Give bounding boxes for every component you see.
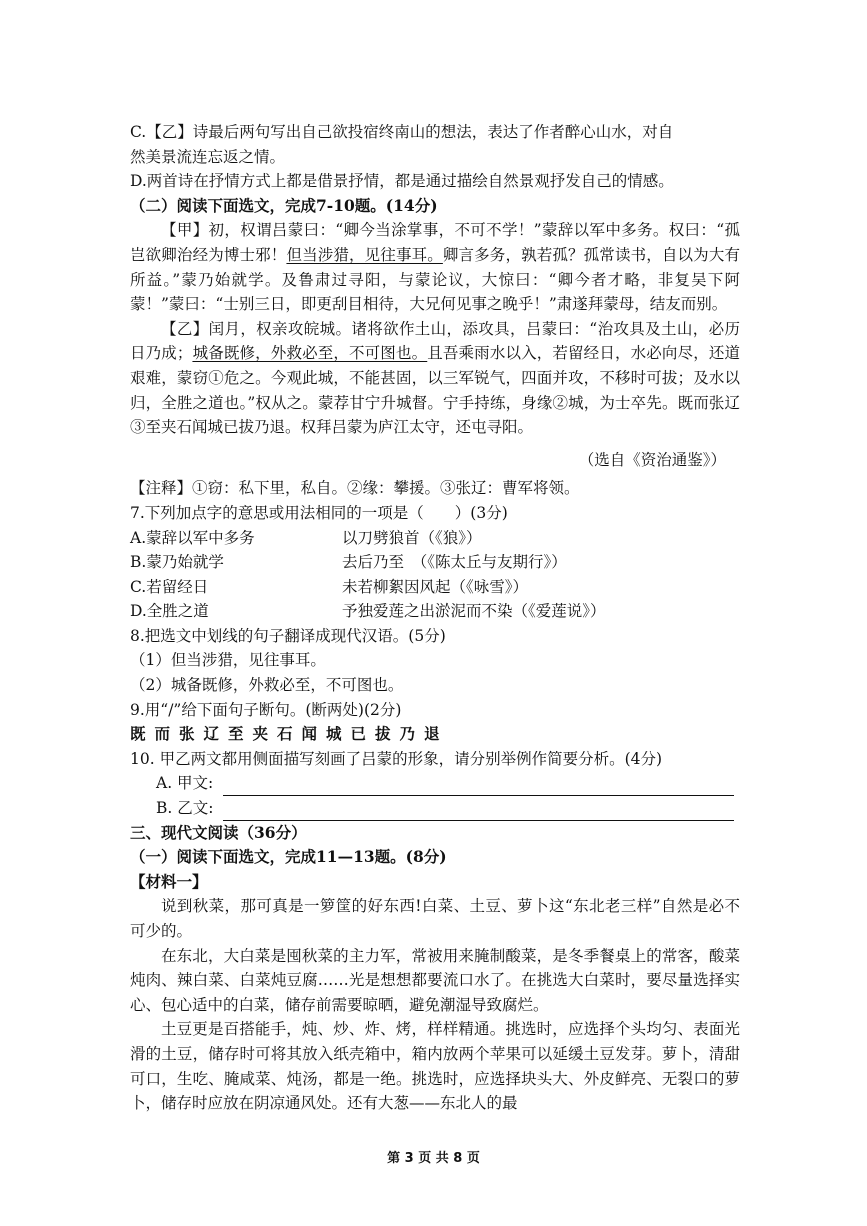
passage-yi-text-1: 【乙】闰月，权亲攻皖城。诸将欲作土山，添攻具，吕蒙曰：“治攻具及土山，必历日乃成；	[130, 319, 740, 363]
question-8-sentence-1: （1）但当涉猎，见往事耳。	[130, 651, 326, 670]
section-2-heading: （二）阅读下面选文，完成7-10题。(14分)	[130, 195, 438, 215]
annotation: 【注释】①窃：私下里，私自。②缘：攀援。③张辽：曹军将领。	[130, 479, 580, 498]
question-7-option-d: D.全胜之道 予独爱莲之出淤泥而不染（《爱莲说》）	[130, 602, 606, 621]
passage-jia-text-1: 【甲】初，权谓吕蒙曰：“卿今当涂掌事，不可不学！”蒙辞以军中多务。权曰：“孤岂欲卿治经为博士邪！	[130, 221, 740, 264]
option-c-line-1: C.【乙】诗最后两句写出自己欲投宿终南山的想法，表达了作者醉心山水，对自	[130, 123, 674, 141]
section-3-subheading: （一）阅读下面选文，完成11—13题。(8分)	[130, 847, 447, 867]
passage-jia-text-2: 卿言多务，孰若孤？孤常读书，自以为大有所益。”蒙乃始就学。及鲁肃过寻阳，与蒙论议，大惊曰：“卿今者才略，非复吴下阿蒙！”蒙曰：“士别三日，即更刮目相待，大兄何见事之晚乎！”肃遂拜蒙母，结友而别。	[130, 245, 740, 314]
answer-line-a	[130, 771, 740, 796]
question-7-option-b: B.蒙乃始就学 去后乃至 （《陈太丘与友期行》）	[130, 553, 567, 572]
question-7-stem: 7.下列加点字的意思或用法相同的一项是（ ）(3分)	[130, 503, 508, 522]
option-d-line: D.两首诗在抒情方式上都是借景抒情，都是通过描绘自然景观抒发自己的情感。	[130, 172, 674, 191]
passage-yi-underlined: 城备既修，外救必至，不可图也。	[192, 344, 428, 363]
answer-label-b: B. 乙文:	[156, 799, 214, 818]
page-footer: 第 3 页 共 8 页	[387, 1151, 480, 1166]
question-8-sentence-2: （2）城备既修，外救必至，不可图也。	[130, 676, 404, 695]
question-8-stem: 8.把选文中划线的句子翻译成现代汉语。(5分)	[130, 626, 446, 645]
answer-blank-a[interactable]	[223, 779, 734, 796]
section-3-title: 三、现代文阅读（36分）	[130, 822, 307, 842]
question-7-option-a: A.蒙辞以军中多务 以刀劈狼首（《狼》）	[130, 528, 482, 547]
passage-yi-text-2: 且吾乘雨水以入，若留经日，水必向尽，还道艰难，蒙窃①危之。今观此城，不能甚固，以三军锐气，四面并攻，不移时可拔；及水以归，全胜之道也。”权从之。蒙荐甘宁升城督。宁手持练，身缘②城，为士卒先。既而张辽③至夹石闻城已拔乃退。权拜吕蒙为庐江太守，还屯寻阳。	[130, 344, 740, 437]
passage-jia	[130, 218, 740, 316]
answer-label-a: A. 甲文:	[156, 774, 214, 793]
question-10-stem: 10. 甲乙两文都用侧面描写刻画了吕蒙的形象，请分别举例作简要分析。(4分)	[130, 749, 663, 768]
answer-line-b	[130, 796, 740, 821]
option-c-line-2: 然美景流连忘返之情。	[130, 147, 286, 166]
material-1-label: 【材料一】	[130, 871, 208, 891]
source-citation: （选自《资治通鉴》）	[578, 450, 726, 469]
question-9-stem: 9.用“/”给下面句子断句。(断两处)(2分)	[130, 700, 402, 719]
material-1-paragraph-3: 土豆更是百搭能手，炖、炒、炸、烤，样样精通。挑选时，应选择个头均匀、表面光滑的土豆，储存时可将其放入纸壳箱中，箱内放两个苹果可以延缓土豆发芽。萝卜，清甜可口，生吃、腌咸菜、炖汤，都是一绝。挑选时，应选择块头大、外皮鲜亮、无裂口的萝卜，储存时应放在阴凉通风处。还有大葱——东北人的最	[130, 1020, 740, 1113]
question-7-option-c: C.若留经日 未若柳絮因风起（《咏雪》）	[130, 577, 529, 596]
question-9-sentence: 既而张辽至夹石闻城已拔乃退	[130, 724, 449, 744]
answer-blank-b[interactable]	[223, 804, 734, 821]
exam-page	[130, 120, 740, 1116]
material-1-paragraph-1: 说到秋菜，那可真是一箩筐的好东西!白菜、土豆、萝卜这“东北老三样”自然是必不可少的。	[130, 897, 740, 940]
passage-jia-underlined: 但当涉猎，见往事耳。	[286, 245, 443, 264]
passage-yi	[130, 317, 740, 440]
material-1-paragraph-2: 在东北，大白菜是囤秋菜的主力军，常被用来腌制酸菜，是冬季餐桌上的常客，酸菜炖肉、辣白菜、白菜炖豆腐……光是想想都要流口水了。在挑选大白菜时，要尽量选择实心、包心适中的白菜，储存前需要晾晒，避免潮湿导致腐烂。	[130, 946, 740, 1014]
